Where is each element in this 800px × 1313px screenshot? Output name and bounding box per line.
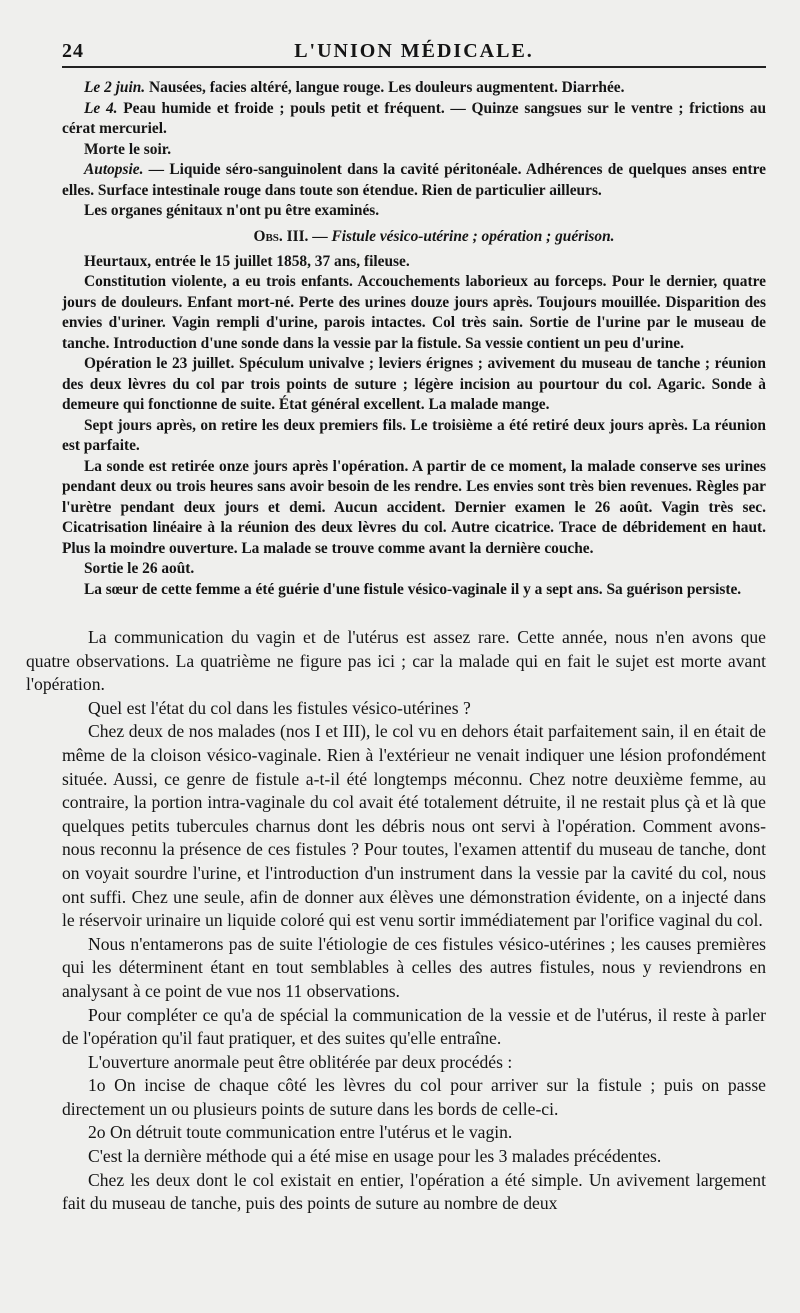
body-paragraph: Quel est l'état du col dans les fistules vésico-utérines ? [88,697,471,718]
body-paragraph: Chez deux de nos malades (nos I et III), le col vu en dehors était parfaitement sain, il en était de même de la cloison vésico-vaginale. Rien à l'extérieur ne venait indiquer une lésion profondément située. Aussi, ce genre de fistule a-t-il été longtemps méconnu. Chez notre deuxième femme, au contraire, la portion intra-vaginale du col avait été totalement détruite, il ne restait plus çà et là que quelques petits tubercules charnus dont les débris nous ont servi à l'opération. Comment avons-nous reconnu la présence de ces fistules ? Pour toutes, l'examen attentif du museau de tanche, dont on voyait sourdre l'urine, et l'introduction d'un instrument dans la vessie par la cavité du col, nous ont suffi. Chez une seule, afin de donner aux élèves une démonstration évidente, on a injecté dans le réservoir urinaire un liquide coloré qui est venu sortir immédiatement par l'orifice vaginal du col. [62,721,766,931]
observation-paragraph: La sœur de cette femme a été guérie d'une fistule vésico-vaginale il y a sept ans. Sa guérison persiste. [84,580,742,598]
body-paragraph: Chez les deux dont le col existait en entier, l'opération a été simple. Un avivement largement fait du museau de tanche, puis des points de suture au nombre de deux [62,1169,766,1214]
observation-paragraph: La sonde est retirée onze jours après l'opération. A partir de ce moment, la malade conserve ses urines pendant deux ou trois heures sans avoir besoin de les rendre. Les envies sont très bien revenues. Règles par l'urètre pendant deux jours et demi. Aucun accident. Dernier examen le 26 août. Vagin très sec. Cicatrisation linéaire à la réunion des deux lèvres du col. Autre cicatrice. Trace de débridement en haut. Plus la moindre ouverture. La malade se trouve comme avant la dernière couche. [62,457,766,557]
observation-paragraph: Sept jours après, on retire les deux premiers fils. Le troisième a été retiré deux jours après. La réunion est parfaite. [62,416,766,454]
observation-paragraph: Opération le 23 juillet. Spéculum univalve ; leviers érignes ; avivement du museau de tanche ; réunion des deux lèvres du col par trois points de suture ; légère incision au pourtour du col. Agaric. Sonde à demeure qui fonctionne de suite. État général excellent. La malade mange. [62,355,766,413]
body-paragraph: Nous n'entamerons pas de suite l'étiologie de ces fistules vésico-utérines ; les causes premières qui les déterminent étant en tout semblables à celles des autres fistules, nous y reviendrons en analysant à ce point de vue nos 11 observations. [62,933,766,1001]
autopsy-label: Autopsie. [84,161,144,178]
case-entry: Morte le soir. [84,140,172,158]
observation-paragraph: Constitution violente, a eu trois enfants. Accouchements laborieux au forceps. Pour le dernier, quatre jours de douleurs. Enfant mort-né. Perte des urines douze jours après. Toujours mouillée. Disparition des envies d'uriner. Vagin rempli d'urine, parois intactes. Col très sain. Sortie de l'urine par le museau de tanche. Introduction d'une sonde dans la vessie par la fistule. Sa vessie contient un peu d'urine. [62,273,766,352]
case-entry-text: Nausées, facies altéré, langue rouge. Les douleurs augmentent. Diarrhée. [145,79,625,96]
observation-label: Obs. III. [253,227,309,245]
body-paragraph: Pour compléter ce qu'a de spécial la communication de la vessie et de l'utérus, il reste à parler de l'opération qu'il faut pratiquer, et des suites qu'elle entraîne. [62,1004,766,1049]
case-entry [62,99,766,140]
header-rule [62,66,766,68]
observation-dash: — [308,227,332,245]
body-paragraph: C'est la dernière méthode qui a été mise en usage pour les 3 malades précédentes. [88,1146,662,1167]
observation-title: Fistule vésico-utérine ; opération ; guérison. [331,227,615,245]
observation-heading [62,226,766,248]
case-entry: Les organes génitaux n'ont pu être examinés. [84,202,380,219]
case-entry [62,78,766,99]
autopsy-text: — Liquide séro-sanguinolent dans la cavité péritonéale. Adhérences de quelques anses entre elles. Surface intestinale rouge dans toute son étendue. Rien de particulier ailleurs. [62,161,766,199]
case-entry-date: Le 4. [84,99,118,117]
autopsy-entry [62,160,766,201]
running-header [62,26,766,64]
body-paragraph: 2o On détruit toute communication entre l'utérus et le vagin. [88,1122,513,1143]
observation-paragraph: Sortie le 26 août. [84,560,195,577]
case-two-conclusion [62,78,766,222]
main-text [26,626,766,1216]
case-entry-date: Le 2 juin. [84,79,146,96]
observation-paragraph: Heurtaux, entrée le 15 juillet 1858, 37 ans, fileuse. [84,252,410,270]
body-paragraph: 1o On incise de chaque côté les lèvres du col pour arriver sur la fistule ; puis on passe directement un ou plusieurs points de suture dans les bords de celle-ci. [62,1075,766,1119]
observation-three [62,252,766,601]
case-entry-text: Peau humide et froide ; pouls petit et fréquent. — Quinze sangsues sur le ventre ; frictions au cérat mercuriel. [62,99,766,137]
page-number: 24 [62,40,84,62]
journal-title: L'UNION MÉDICALE. [294,40,534,62]
body-paragraph: L'ouverture anormale peut être oblitérée par deux procédés : [88,1051,513,1072]
body-paragraph: La communication du vagin et de l'utérus est assez rare. Cette année, nous n'en avons que quatre observations. La quatrième ne figure pas ici ; car la malade qui en fait le sujet est morte avant l'opération. [26,627,766,695]
